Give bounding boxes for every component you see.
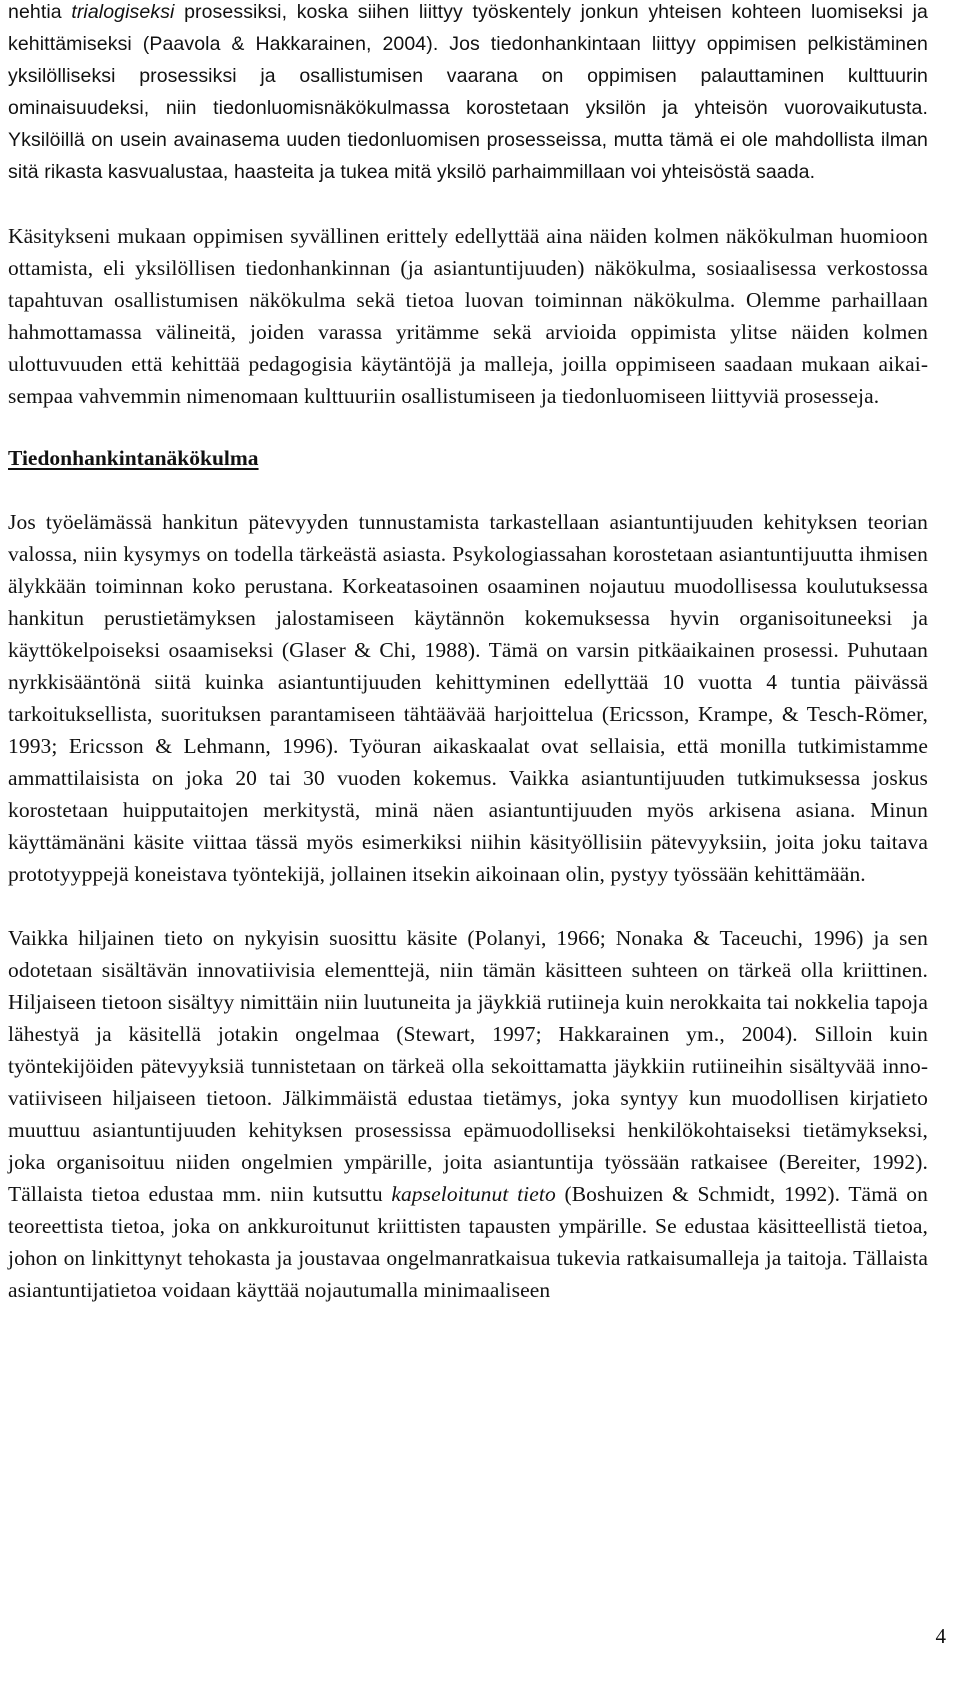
paragraph-perspectives: Käsitykseni mukaan oppimisen syvällinen erittely edellyttää aina näiden kolmen näkökulman huomioon ottamista, eli yksilöllisen tiedonhankinnan (ja asiantuntijuuden) näkökulma, sosiaalisessa verkostossa tapahtuvan osallistumisen näkökulma sekä tietoa luovan toiminnan näkökulma. Olemme parhaillaan hahmottamassa välineitä, joiden varassa yritämme sekä arvioida oppimista ylitse näiden kolmen ulottuvuuden että kehittää pedagogisia käytäntöjä ja malleja, joilla oppimiseen saadaan mukaan aikaisempaa vahvemmin nimenomaan kulttuuriin osallistumiseen ja tiedonluomiseen liittyviä prosesseja.: [8, 224, 928, 408]
italic-term: kapseloitunut tieto: [391, 1182, 556, 1206]
paragraph-trialogical: [8, 0, 928, 188]
paragraph-text: (Boshuizen & Schmidt, 1992). Tämä on teoreettista tietoa, joka on ankkuroitunut kriittisten tapausten ympärille. Se edustaa käsitteellistä tietoa, johon on linkittynyt tehokasta ja joustavaa ongelmanratkaisua tukevia ratkaisumalleja ja taitoja. Tällaista asiantuntijatietoa voidaan käyttää nojautumalla minimaaliseen: [8, 1182, 928, 1302]
paragraph-tacit-knowledge: [8, 922, 928, 1306]
document-page: [8, 0, 928, 1306]
paragraph-text: nehtia: [8, 1, 72, 23]
page-number: 4: [935, 1624, 946, 1648]
paragraph-text: prosessiksi, koska siihen liittyy työskentely jonkun yhteisen kohteen luomiseksi ja kehittämiseksi (Paavola & Hakkarainen, 2004). Jos tiedonhankintaan liittyy oppimisen pelkistäminen yksilölliseksi prosessiksi ja osallistumisen vaarana on oppimisen palauttaminen kulttuurin ominaisuudeksi, niin tiedonluomisnäkökulmassa korostetaan yksilön ja yhteisön vuorovaikutusta. Yksilöillä on usein avainasema uuden tiedonluomisen prosesseissa, mutta tämä ei ole mahdollista ilman sitä rikasta kasvualustaa, haasteita ja tukea mitä yksilö parhaimmillaan voi yhteisöstä saada.: [8, 1, 928, 183]
paragraph-text: Vaikka hiljainen tieto on nykyisin suosittu käsite (Polanyi, 1966; Nonaka & Taceuchi, 1996) ja sen odotetaan sisältävän innovatiivisia elementtejä, niin tämän käsitteen suhteen on tärkeä olla kriittinen. Hiljaiseen tietoon sisältyy nimittäin niin luutuneita ja jäykkiä rutiineja kuin nerokkaita tai nokkelia tapoja lähestyä ja käsitellä jotakin ongelmaa (Stewart, 1997; Hakkarainen ym., 2004). Silloin kuin työntekijöiden pätevyyksiä tunnistetaan on tärkeä olla sekoittamatta jäykkiin rutiineihin sisältyvää innovatiiviseen hiljaiseen tietoon. Jälkimmäistä edustaa tietämys, joka syntyy kun muodollisen kirjatieto muuttuu asiantuntijuuden kehityksen prosessissa epämuodolliseksi henkilökohtaiseksi tietämykseksi, joka organisoituu niiden ongelmien ympärille, joita asiantuntija työssään ratkaisee (Bereiter, 1992). Tällaista tietoa edustaa mm. niin kutsuttu: [8, 926, 928, 1206]
paragraph-expertise: Jos työelämässä hankitun pätevyyden tunnustamista tarkastellaan asiantuntijuuden kehityksen teorian valossa, niin kysymys on todella tärkeästä asiasta. Psykologiassahan korostetaan asiantuntijuutta ihmisen älykkään toiminnan koko perustana. Korkeatasoinen osaaminen nojautuu muodollisessa koulutuksessa hankitun perustietämyksen jalostamiseen käytännön kokemuksessa hyvin organisoituneeksi ja käyttökelpoiseksi osaamiseksi (Glaser & Chi, 1988). Tämä on varsin pitkäaikainen prosessi. Puhutaan nyrkkisääntönä siitä kuinka asiantuntijuuden kehittyminen edellyttää 10 vuotta 4 tuntia päivässä tarkoituksellista, suorituksen parantamiseen tähtäävää harjoittelua (Ericsson, Krampe, & Tesch-Römer, 1993; Ericsson & Lehmann, 1996). Työuran aikaskaalat ovat sellaisia, että monilla tutkimistamme ammattilaisista on joka 20 tai 30 vuoden kokemus. Vaikka asiantuntijuuden tutkimuksessa joskus korostetaan huipputaitojen merkitystä, minä näen asiantuntijuuden myös arkisena asiana. Minun käyttämänäni käsite viittaa tässä myös esimerkiksi niihin käsityöllisiin pätevyyksiin, joita joku taitava prototyyppejä koneistava työntekijä, jollainen itsekin aikoinaan olin, pystyy työssään kehittämään.: [8, 510, 928, 886]
section-heading-wrapper: [8, 442, 928, 474]
italic-term: trialogiseksi: [71, 1, 175, 23]
section-heading: Tiedonhankintanäkökulma: [8, 446, 259, 470]
